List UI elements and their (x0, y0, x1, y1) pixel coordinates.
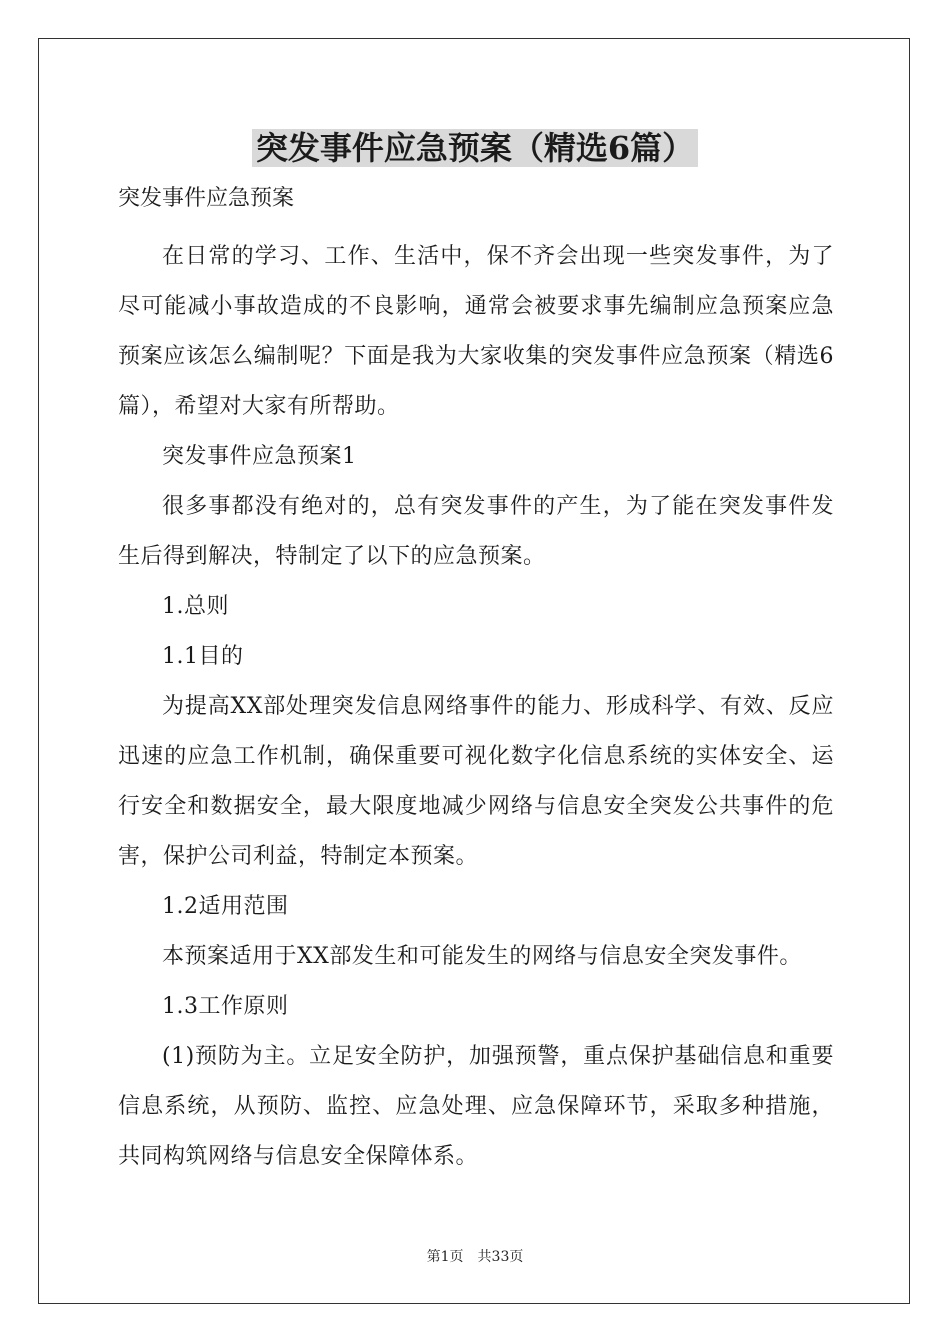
document-title-text: 突发事件应急预案（精选6篇） (252, 129, 698, 167)
section-heading-scope: 1.2适用范围 (162, 894, 289, 919)
document-title (0, 126, 950, 170)
paragraph-principle-1: (1)预防为主。立足安全防护，加强预警，重点保护基础信息和重要信息系统，从预防、监控、应急处理、应急保障环节，采取多种措施，共同构筑网络与信息安全保障体系。 (118, 1044, 834, 1169)
paragraph-intro: 在日常的学习、工作、生活中，保不齐会出现一些突发事件，为了尽可能减小事故造成的不良影响，通常会被要求事先编制应急预案应急预案应该怎么编制呢？下面是我为大家收集的突发事件应急预案（精选6篇），希望对大家有所帮助。 (118, 244, 834, 419)
section-heading-general: 1.总则 (162, 594, 229, 619)
paragraph-scope: 本预案适用于XX部发生和可能发生的网络与信息安全突发事件。 (162, 944, 802, 969)
page-number: 第1页 共33页 (426, 1249, 524, 1265)
paragraph-plan-1-intro: 很多事都没有绝对的，总有突发事件的产生，为了能在突发事件发生后得到解决，特制定了以下的应急预案。 (118, 494, 834, 569)
section-heading-principles: 1.3工作原则 (162, 994, 289, 1019)
document-subtitle: 突发事件应急预案 (118, 186, 295, 211)
paragraph-purpose: 为提高XX部处理突发信息网络事件的能力、形成科学、有效、反应迅速的应急工作机制，确保重要可视化数字化信息系统的实体安全、运行安全和数据安全，最大限度地减少网络与信息安全突发公共事件的危害，保护公司利益，特制定本预案。 (118, 694, 834, 869)
section-heading-plan-1: 突发事件应急预案1 (162, 444, 357, 469)
document-body (118, 232, 834, 1182)
section-heading-purpose: 1.1目的 (162, 644, 244, 669)
